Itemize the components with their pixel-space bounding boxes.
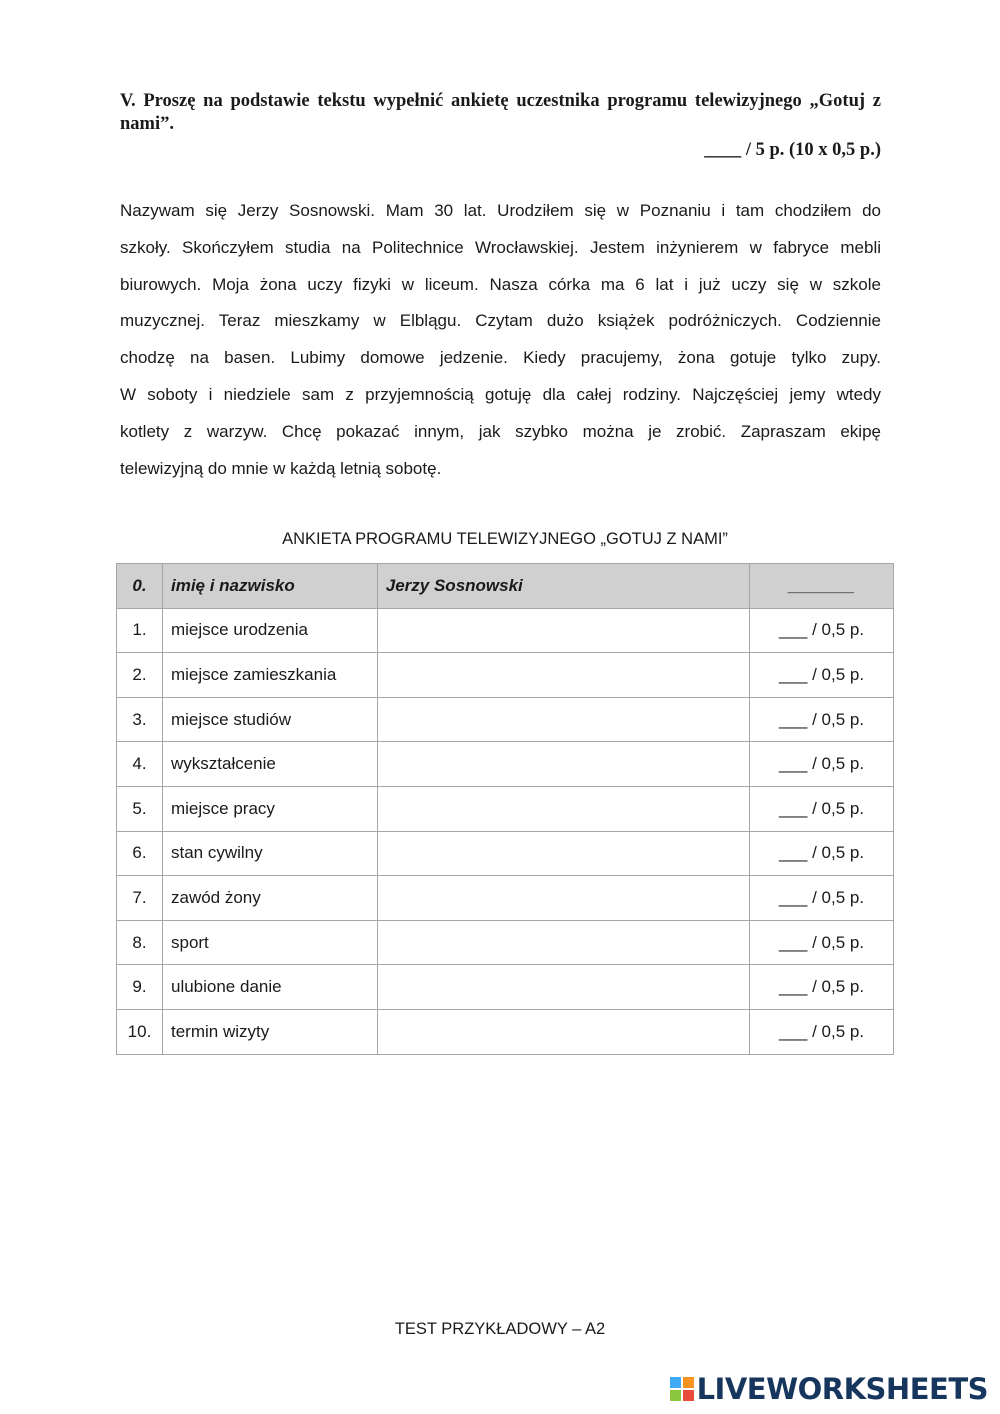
brand-logo[interactable] (670, 1374, 988, 1404)
table-row (117, 831, 894, 876)
score-cell: ___ / 0,5 p. (750, 965, 894, 1010)
row-number: 3. (117, 697, 163, 742)
field-label: miejsce pracy (162, 786, 377, 831)
liveworksheets-logo-icon (670, 1377, 694, 1401)
survey-title: ANKIETA PROGRAMU TELEWIZYJNEGO „GOTUJ Z NAMI” (282, 530, 728, 548)
task-heading: V. Proszę na podstawie tekstu wypełnić ankietę uczestnika programu telewizyjnego „Gotuj z nami”. (120, 91, 881, 134)
answer-cell: Jerzy Sosnowski (377, 564, 749, 609)
score-cell: ___ / 0,5 p. (750, 876, 894, 921)
table-row (117, 786, 894, 831)
row-number: 7. (117, 876, 163, 921)
reading-line: W soboty i niedziele sam z przyjemnością gotuję dla całej rodziny. Najczęściej jemy wtedy (120, 384, 881, 404)
row-number: 1. (117, 608, 163, 653)
survey-header-row (117, 564, 894, 609)
field-label: zawód żony (162, 876, 377, 921)
answer-input[interactable] (377, 742, 749, 787)
table-row (117, 876, 894, 921)
score-cell: ___ / 0,5 p. (750, 653, 894, 698)
survey-table (116, 563, 894, 1055)
answer-input[interactable] (377, 653, 749, 698)
answer-input[interactable] (377, 786, 749, 831)
row-number: 0. (117, 564, 163, 609)
brand-name: LIVEWORKSHEETS (696, 1372, 988, 1406)
reading-line: kotlety z warzyw. Chcę pokazać innym, jak szybko można je zrobić. Zapraszam ekipę (120, 421, 881, 441)
field-label: miejsce studiów (162, 697, 377, 742)
reading-line: szkoły. Skończyłem studia na Politechnice Wrocławskiej. Jestem inżynierem w fabryce mebli (120, 237, 881, 257)
answer-input[interactable] (377, 965, 749, 1010)
task-points: ____ / 5 p. (10 x 0,5 p.) (704, 140, 881, 160)
table-row (117, 697, 894, 742)
answer-input[interactable] (377, 876, 749, 921)
logo-square (683, 1377, 694, 1388)
table-row (117, 653, 894, 698)
table-row (117, 920, 894, 965)
field-label: ulubione danie (162, 965, 377, 1010)
field-label: sport (162, 920, 377, 965)
score-cell: ___ / 0,5 p. (750, 1009, 894, 1054)
table-row (117, 742, 894, 787)
field-label: miejsce zamieszkania (162, 653, 377, 698)
table-row (117, 965, 894, 1010)
reading-line: telewizyjną do mnie w każdą letnią sobotę. (120, 458, 442, 478)
logo-square (683, 1390, 694, 1401)
score-cell: ___ / 0,5 p. (750, 742, 894, 787)
field-label: stan cywilny (162, 831, 377, 876)
reading-text (120, 193, 881, 487)
row-number: 9. (117, 965, 163, 1010)
answer-input[interactable] (377, 1009, 749, 1054)
logo-square (670, 1377, 681, 1388)
score-cell: _______ (750, 564, 894, 609)
row-number: 6. (117, 831, 163, 876)
table-row (117, 1009, 894, 1054)
field-label: wykształcenie (162, 742, 377, 787)
score-cell: ___ / 0,5 p. (750, 608, 894, 653)
answer-input[interactable] (377, 920, 749, 965)
answer-input[interactable] (377, 608, 749, 653)
reading-line: muzycznej. Teraz mieszkamy w Elblągu. Czytam dużo książek podróżniczych. Codziennie (120, 311, 881, 331)
reading-line: biurowych. Moja żona uczy fizyki w liceum. Nasza córka ma 6 lat i już uczy się w szkole (120, 274, 881, 294)
row-number: 5. (117, 786, 163, 831)
reading-line: Nazywam się Jerzy Sosnowski. Mam 30 lat. Urodziłem się w Poznaniu i tam chodziłem do (120, 201, 881, 220)
field-label: imię i nazwisko (162, 564, 377, 609)
answer-input[interactable] (377, 831, 749, 876)
field-label: miejsce urodzenia (162, 608, 377, 653)
table-row (117, 608, 894, 653)
score-cell: ___ / 0,5 p. (750, 920, 894, 965)
footer-text: TEST PRZYKŁADOWY – A2 (394, 1320, 606, 1338)
row-number: 8. (117, 920, 163, 965)
row-number: 2. (117, 653, 163, 698)
score-cell: ___ / 0,5 p. (750, 831, 894, 876)
row-number: 4. (117, 742, 163, 787)
reading-line: chodzę na basen. Lubimy domowe jedzenie. Kiedy pracujemy, żona gotuje tylko zupy. (120, 348, 881, 368)
logo-square (670, 1390, 681, 1401)
field-label: termin wizyty (162, 1009, 377, 1054)
answer-input[interactable] (377, 697, 749, 742)
score-cell: ___ / 0,5 p. (750, 697, 894, 742)
score-cell: ___ / 0,5 p. (750, 786, 894, 831)
row-number: 10. (117, 1009, 163, 1054)
